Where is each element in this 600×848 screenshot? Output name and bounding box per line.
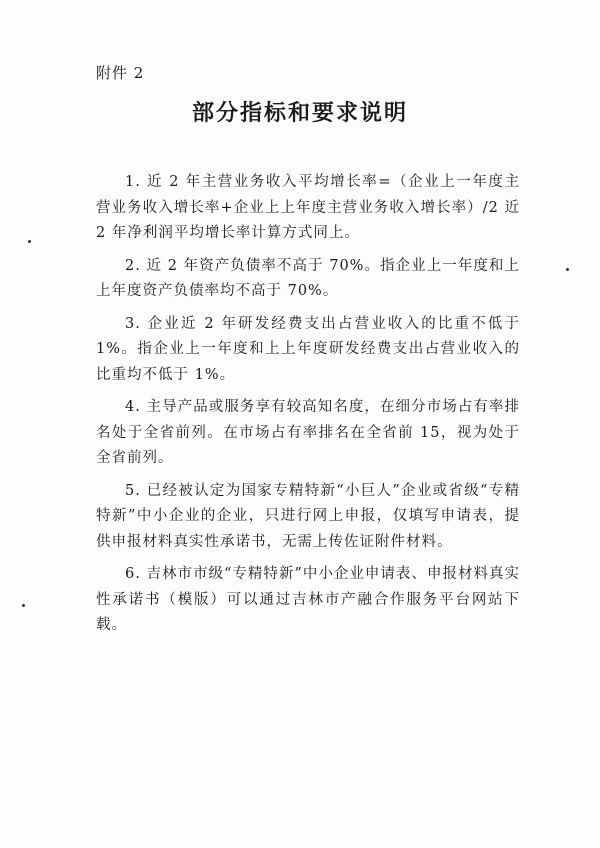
attachment-label: 附件 2 (96, 64, 145, 82)
paragraph-4: 4. 主导产品或服务享有较高知名度，在细分市场占有率排名处于全省前列。在市场占有率排名在全省前 15，视为处于全省前列。 (96, 399, 520, 466)
paragraph-1: 1. 近 2 年主营业务收入平均增长率=（企业上一年度主营业务收入增长率+企业上上年度主营业务收入增长率）/2 近 2 年净利润平均增长率计算方式同上。 (96, 174, 520, 241)
scan-speck (566, 268, 569, 271)
paragraph-3: 3. 企业近 2 年研发经费支出占营业收入的比重不低于 1%。指企业上一年度和上上年度研发经费支出占营业收入的比重均不低于 1%。 (96, 315, 520, 383)
scan-speck (28, 240, 31, 243)
document-body (96, 170, 520, 646)
paragraph-2: 2. 近 2 年资产负债率不高于 70%。指企业上一年度和上上年度资产负债率均不高于 70%。 (96, 257, 520, 299)
paragraph-5: 5. 已经被认定为国家专精特新“小巨人”企业或省级“专精特新”中小企业的企业，只进行网上申报，仅填写申请表，提供申报材料真实性承诺书，无需上传佐证附件材料。 (96, 482, 520, 550)
document-title: 部分指标和要求说明 (191, 101, 408, 126)
paragraph-6: 6. 吉林市市级“专精特新”中小企业申请表、申报材料真实性承诺书（模版）可以通过吉林市产融合作服务平台网站下载。 (96, 566, 520, 633)
scan-speck (22, 604, 25, 607)
